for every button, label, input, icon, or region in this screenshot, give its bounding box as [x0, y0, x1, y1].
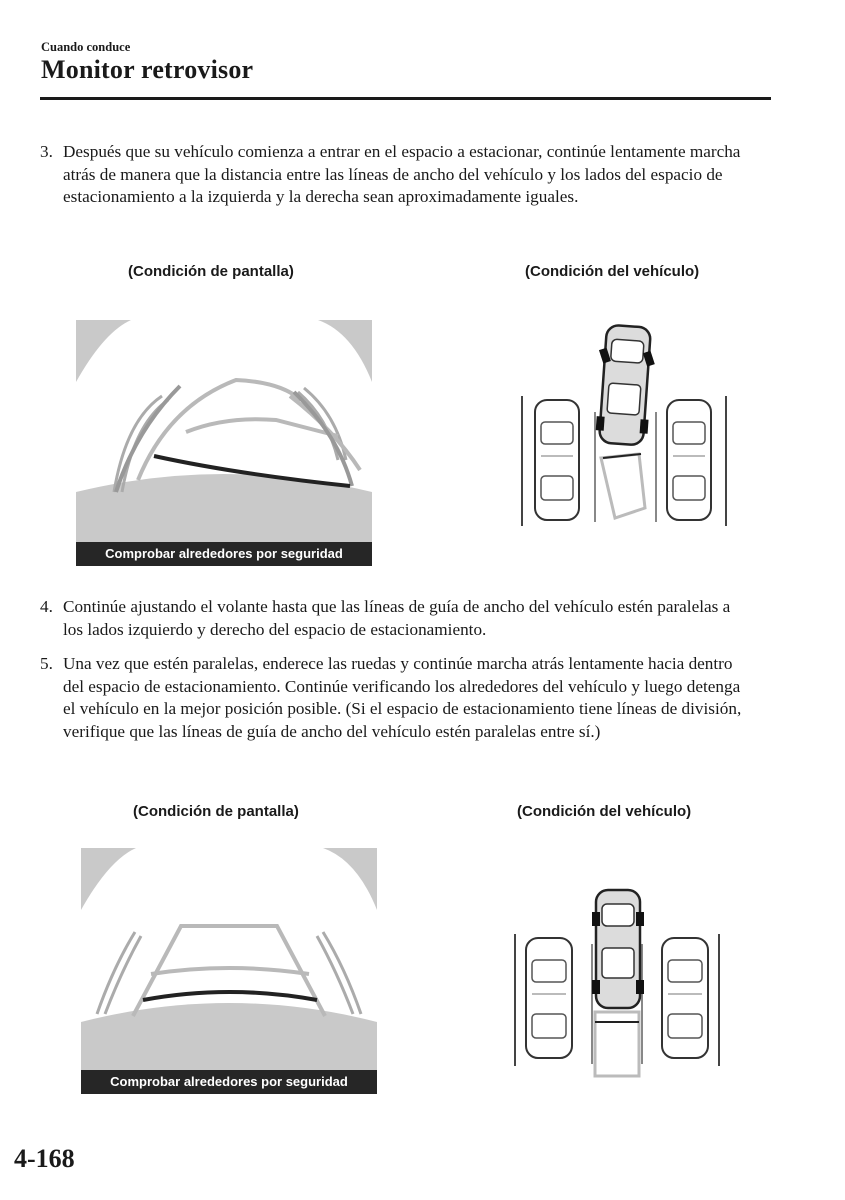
vehicle-caption-2: (Condición del vehículo) — [517, 803, 692, 820]
safety-warning-1: Comprobar alrededores por seguridad — [76, 542, 372, 566]
step-5 — [40, 653, 750, 743]
step-5-text: Una vez que estén paralelas, enderece las ruedas y continúe marcha atrás lentamente hacia dentro del espacio de estacionamiento. Continúe verificando los alrededores del vehículo y luego detenga el vehículo en la mejor posición posible. (Si el espacio de estacionamiento tiene líneas de división, verifique que las líneas de guía de ancho del vehículo estén paralelas entre sí.) — [63, 654, 742, 741]
screen-caption-2: (Condición de pantalla) — [133, 803, 299, 820]
vehicle-diagram-1 — [519, 322, 729, 528]
title-rule — [40, 97, 771, 100]
step-4-text: Continúe ajustando el volante hasta que las líneas de guía de ancho del vehículo estén paralelas a los lados izquierdo y derecho del espacio de estacionamiento. — [63, 597, 731, 639]
page-title: Monitor retrovisor — [41, 55, 254, 84]
step-5-number: 5. — [40, 654, 53, 673]
step-3 — [40, 141, 750, 209]
page-number: 4-168 — [14, 1144, 75, 1173]
camera-screen-2 — [81, 848, 377, 1094]
camera-view-2 — [81, 848, 377, 1094]
step-4 — [40, 596, 750, 641]
section-label: Cuando conduce — [41, 40, 131, 54]
camera-screen-1 — [76, 320, 372, 566]
step-4-number: 4. — [40, 597, 53, 616]
step-3-number: 3. — [40, 142, 53, 161]
safety-warning-2: Comprobar alrededores por seguridad — [81, 1070, 377, 1094]
parking-diagram-1 — [519, 322, 729, 528]
parking-diagram-2 — [512, 888, 722, 1080]
vehicle-caption-1: (Condición del vehículo) — [525, 263, 700, 280]
step-3-text: Después que su vehículo comienza a entrar en el espacio a estacionar, continúe lentamente marcha atrás de manera que la distancia entre las líneas de ancho del vehículo y los lados del espacio de estacionamiento a la izquierda y la derecha sean aproximadamente iguales. — [63, 142, 741, 206]
screen-caption-1: (Condición de pantalla) — [128, 263, 294, 280]
camera-view-1 — [76, 320, 372, 566]
vehicle-diagram-2 — [512, 888, 722, 1080]
